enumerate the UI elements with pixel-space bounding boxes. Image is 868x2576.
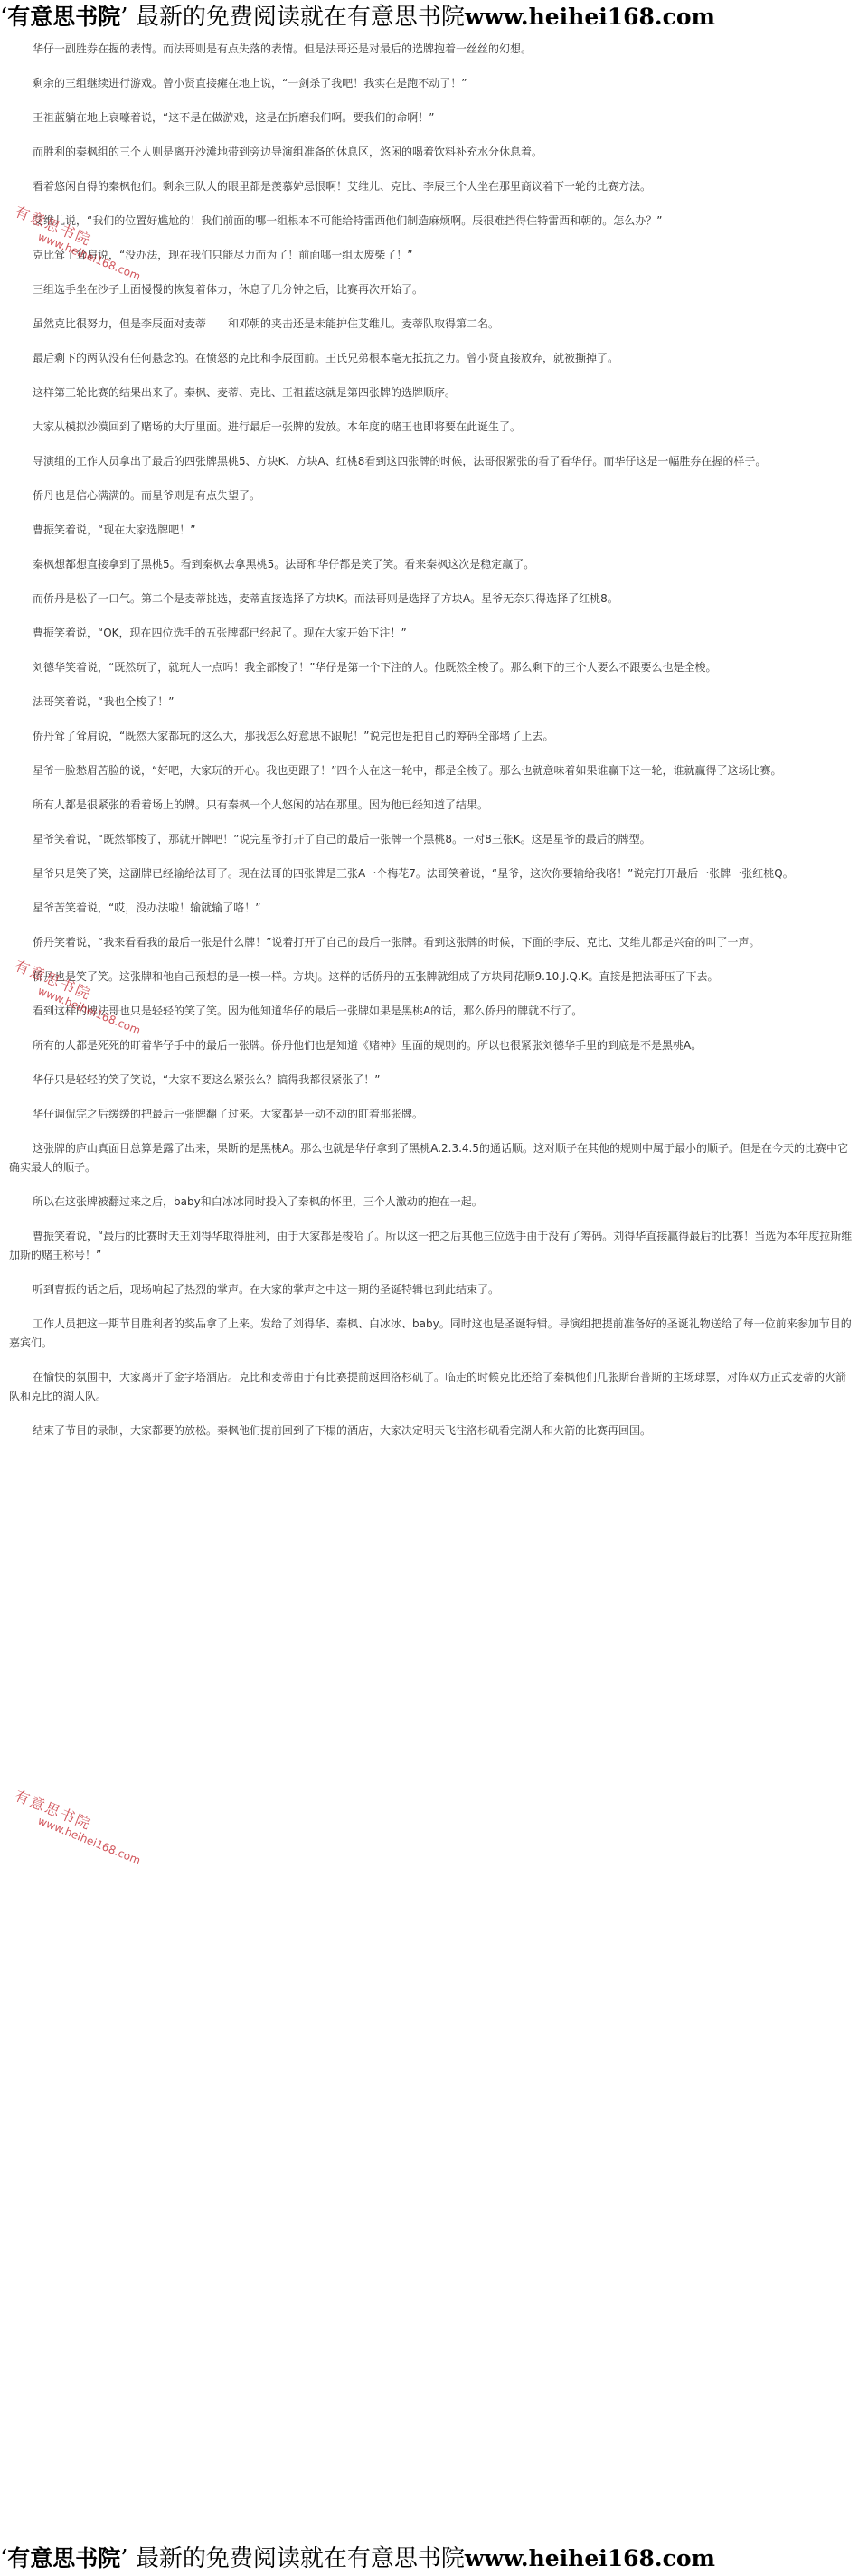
- banner-tagline: 最新的免费阅读就在有意思书院: [135, 4, 465, 31]
- paragraph: 曹振笑着说，“OK，现在四位选手的五张牌都已经起了。现在大家开始下注！”: [33, 627, 407, 639]
- watermark-url: www.heihei168.com: [35, 1814, 143, 1867]
- banner-quote-open: ‘: [0, 2545, 8, 2572]
- paragraph: 结束了节目的录制，大家都要的放松。秦枫他们提前回到了下榻的酒店，大家决定明天飞往洛杉矶看完湖人和火箭的比赛再回国。: [33, 1424, 652, 1437]
- chapter-body: [0, 40, 868, 1456]
- paragraph: 华仔一副胜券在握的表情。而法哥则是有点失落的表情。但是法哥还是对最后的选牌抱着一丝丝的幻想。: [33, 42, 533, 55]
- paragraph: 虽然克比很努力，但是李辰面对麦蒂 和邓朝的夹击还是未能护住艾维儿。麦蒂队取得第二名。: [33, 317, 500, 330]
- paragraph: 三组选手坐在沙子上面慢慢的恢复着体力，休息了几分钟之后，比赛再次开始了。: [33, 283, 424, 296]
- paragraph: 刘德华笑着说，“既然玩了，就玩大一点吗！我全部梭了！”华仔是第一个下注的人。他既然全梭了。那么剩下的三个人要么不跟要么也是全梭。: [33, 661, 717, 674]
- paragraph: 导演组的工作人员拿出了最后的四张牌黑桃5、方块K、方块A、红桃8看到这四张牌的时候，法哥很紧张的看了看华仔。而华仔这是一幅胜券在握的样子。: [33, 455, 767, 467]
- banner-site-name: 有意思书院: [7, 4, 121, 30]
- paragraph: 所以在这张牌被翻过来之后，baby和白冰冰同时投入了秦枫的怀里，三个人激动的抱在一起。: [33, 1195, 483, 1208]
- paragraph: 侨丹笑着说，“我来看看我的最后一张是什么牌！”说着打开了自己的最后一张牌。看到这张牌的时候，下面的李辰、克比、艾维儿都是兴奋的叫了一声。: [33, 936, 760, 948]
- paragraph: 最后剩下的两队没有任何悬念的。在愤怒的克比和李辰面前。王氏兄弟根本毫无抵抗之力。曾小贤直接放弃，就被撕掉了。: [33, 352, 619, 364]
- paragraph: 剩余的三组继续进行游戏。曾小贤直接瘫在地上说，“一剑杀了我吧！我实在是跑不动了！”: [33, 77, 467, 90]
- banner-quote-close: ’: [120, 2545, 128, 2572]
- banner-quote-open: ‘: [0, 4, 8, 31]
- paragraph: 王祖蓝躺在地上哀嚎着说，“这不是在做游戏，这是在折磨我们啊。要我们的命啊！”: [33, 111, 435, 124]
- paragraph: 所有人都是很紧张的看着场上的牌。只有秦枫一个人悠闲的站在那里。因为他已经知道了结果。: [33, 798, 489, 811]
- paragraph: 侨丹也是笑了笑。这张牌和他自己预想的是一模一样。方块J。这样的话侨丹的五张牌就组成了方块同花顺9.10.J.Q.K。直接是把法哥压了下去。: [33, 970, 719, 983]
- paragraph: 法哥笑着说，“我也全梭了！”: [33, 695, 175, 708]
- paragraph: 星爷一脸愁眉苦脸的说，“好吧，大家玩的开心。我也更跟了！”四个人在这一轮中，都是全梭了。那么也就意味着如果谁赢下这一轮，谁就赢得了这场比赛。: [33, 764, 782, 777]
- paragraph: 秦枫想都想直接拿到了黑桃5。看到秦枫去拿黑桃5。法哥和华仔都是笑了笑。看来秦枫这次是稳定赢了。: [33, 558, 535, 571]
- site-banner-bottom: [0, 2542, 868, 2576]
- paragraph: 侨丹也是信心满满的。而星爷则是有点失望了。: [33, 489, 261, 502]
- banner-quote-close: ’: [120, 4, 128, 31]
- paragraph: 星爷苦笑着说，“哎，没办法啦！输就输了咯！”: [33, 901, 261, 914]
- watermark-site-name: 有意思书院: [12, 1787, 95, 1834]
- paragraph: 艾维儿说，“我们的位置好尴尬的！我们前面的哪一组根本不可能给特雷西他们制造麻烦啊。辰很难挡得住特雷西和朝的。怎么办？”: [33, 214, 663, 227]
- paragraph: 而侨丹是松了一口气。第二个是麦蒂挑选，麦蒂直接选择了方块K。而法哥则是选择了方块A。星爷无奈只得选择了红桃8。: [33, 592, 618, 605]
- banner-tagline: 最新的免费阅读就在有意思书院: [135, 2545, 465, 2572]
- paragraph: 听到曹振的话之后，现场响起了热烈的掌声。在大家的掌声之中这一期的圣诞特辑也到此结束了。: [33, 1283, 500, 1296]
- banner-url[interactable]: www.heihei168.com: [464, 4, 715, 30]
- paragraph: 星爷笑着说，“既然都梭了，那就开牌吧！”说完星爷打开了自己的最后一张牌一个黑桃8。一对8三张K。这是星爷的最后的牌型。: [33, 833, 651, 845]
- paragraph: 看着悠闲自得的秦枫他们。剩余三队人的眼里都是羡慕妒忌恨啊！艾维儿、克比、李辰三个人坐在那里商议着下一轮的比赛方法。: [33, 180, 652, 193]
- paragraph: 华仔只是轻轻的笑了笑说，“大家不要这么紧张么？搞得我都很紧张了！”: [33, 1073, 381, 1086]
- site-banner-top: [0, 0, 868, 34]
- paragraph: 工作人员把这一期节目胜利者的奖品拿了上来。发给了刘得华、秦枫、白冰冰、baby。同时这也是圣诞特辑。导演组把提前准备好的圣诞礼物送给了每一位前来参加节目的嘉宾们。: [9, 1317, 852, 1349]
- paragraph: 这样第三轮比赛的结果出来了。秦枫、麦蒂、克比、王祖蓝这就是第四张牌的选牌顺序。: [33, 386, 457, 399]
- watermark: [7, 1788, 148, 1868]
- paragraph: 曹振笑着说，“最后的比赛时天王刘得华取得胜利，由于大家都是梭哈了。所以这一把之后其他三位选手由于没有了筹码。刘得华直接赢得最后的比赛！当选为本年度拉斯维加斯的赌王称号！”: [9, 1230, 853, 1261]
- banner-site-name: 有意思书院: [7, 2545, 121, 2571]
- paragraph: 华仔调侃完之后缓缓的把最后一张牌翻了过来。大家都是一动不动的盯着那张牌。: [33, 1108, 424, 1120]
- paragraph: 这张牌的庐山真面目总算是露了出来，果断的是黑桃A。那么也就是华仔拿到了黑桃A.2.3.4.5的通话顺。这对顺子在其他的规则中属于最小的顺子。但是在今天的比赛中它确实最大的顺子。: [9, 1142, 849, 1174]
- paragraph: 看到这样的牌法哥也只是轻轻的笑了笑。因为他知道华仔的最后一张牌如果是黑桃A的话，那么侨丹的牌就不行了。: [33, 1005, 583, 1017]
- watermark-site-name: 有意思书院: [12, 203, 95, 250]
- watermark-site-name: 有意思书院: [12, 957, 95, 1004]
- paragraph: 曹振笑着说，“现在大家选牌吧！”: [33, 524, 196, 536]
- banner-url[interactable]: www.heihei168.com: [464, 2545, 715, 2571]
- paragraph: 侨丹耸了耸肩说，“既然大家都玩的这么大，那我怎么好意思不跟呢！”说完也是把自己的筹码全部堵了上去。: [33, 730, 554, 742]
- paragraph: 而胜利的秦枫组的三个人则是离开沙滩地带到旁边导演组准备的休息区，悠闲的喝着饮料补充水分休息着。: [33, 146, 543, 158]
- watermark-url: www.heihei168.com: [35, 984, 143, 1037]
- paragraph: 在愉快的氛围中，大家离开了金字塔酒店。克比和麦蒂由于有比赛提前返回洛杉矶了。临走的时候克比还给了秦枫他们几张斯台普斯的主场球票，对阵双方正式麦蒂的火箭队和克比的湖人队。: [9, 1371, 847, 1402]
- paragraph: 星爷只是笑了笑，这副牌已经输给法哥了。现在法哥的四张牌是三张A一个梅花7。法哥笑着说，“星爷，这次你要输给我咯！”说完打开最后一张牌一张红桃Q。: [33, 867, 794, 880]
- watermark-url: www.heihei168.com: [35, 230, 143, 283]
- paragraph: 大家从模拟沙漠回到了赌场的大厅里面。进行最后一张牌的发放。本年度的赌王也即将要在此诞生了。: [33, 420, 522, 433]
- paragraph: 克比耸了耸肩说，“没办法，现在我们只能尽力而为了！前面哪一组太废柴了！”: [33, 249, 413, 261]
- paragraph: 所有的人都是死死的盯着华仔手中的最后一张牌。侨丹他们也是知道《赌神》里面的规则的。所以也很紧张刘德华手里的到底是不是黑桃A。: [33, 1039, 703, 1052]
